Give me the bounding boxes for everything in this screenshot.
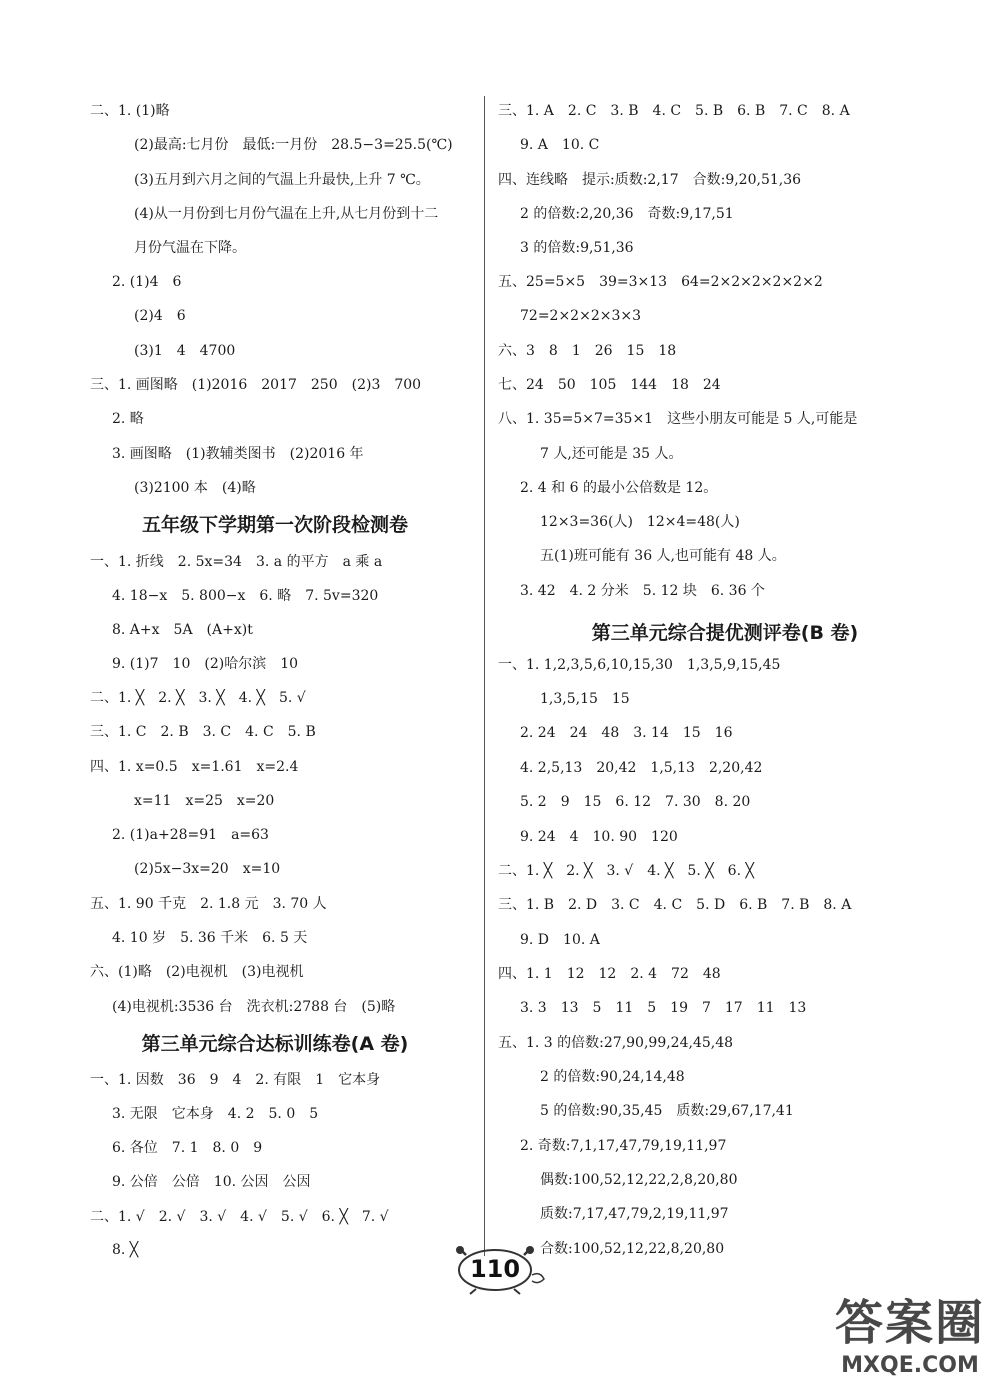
answer-line-18: 四、1. x=0.5 x=1.61 x=2.4	[90, 759, 299, 775]
answer-line-right-10: 7 人,还可能是 35 人。	[540, 446, 683, 462]
page-number: 110	[469, 1255, 521, 1283]
section-heading-0: 五年级下学期第一次阶段检测卷	[141, 514, 408, 536]
answer-line-22: 五、1. 90 千克 2. 1.8 元 3. 70 人	[90, 896, 327, 912]
section-heading-right-0: 第三单元综合提优测评卷(B 卷)	[591, 622, 859, 644]
answer-line-right-24: 四、1. 1 12 12 2. 4 72 48	[498, 966, 721, 982]
answer-line-10: 3. 画图略 (1)教辅类图书 (2)2016 年	[112, 446, 364, 462]
answer-line-right-8: 七、24 50 105 144 18 24	[498, 377, 721, 393]
answer-line-3: (4)从一月份到七月份气温在上升,从七月份到十二	[134, 206, 439, 222]
answer-line-29: 9. 公倍 公倍 10. 公因 公因	[112, 1174, 311, 1190]
answer-line-30: 二、1. √ 2. √ 3. √ 4. √ 5. √ 6. ╳ 7. √	[90, 1209, 389, 1225]
answer-line-right-12: 12×3=36(人) 12×4=48(人)	[540, 514, 740, 530]
answer-line-right-14: 3. 42 4. 2 分米 5. 12 块 6. 36 个	[520, 583, 765, 599]
answer-line-27: 3. 无限 它本身 4. 2 5. 0 5	[112, 1106, 319, 1122]
section-heading-1: 第三单元综合达标训练卷(A 卷)	[141, 1033, 409, 1055]
answer-line-right-3: 2 的倍数:2,20,36 奇数:9,17,51	[520, 206, 734, 222]
answer-line-21: (2)5x−3x=20 x=10	[134, 861, 281, 877]
answer-line-right-7: 六、3 8 1 26 15 18	[498, 343, 677, 359]
answer-line-12: 一、1. 折线 2. 5x=34 3. a 的平方 a 乘 a	[90, 554, 383, 570]
answer-line-right-1: 9. A 10. C	[520, 137, 600, 153]
page-number-badge	[452, 1245, 548, 1295]
answer-line-31: 8. ╳	[112, 1242, 139, 1258]
answer-line-24: 六、(1)略 (2)电视机 (3)电视机	[90, 964, 304, 980]
answer-line-right-2: 四、连线略 提示:质数:2,17 合数:9,20,51,36	[498, 172, 802, 188]
answer-line-4: 月份气温在下降。	[134, 240, 246, 256]
answer-line-14: 8. A+x 5A (A+x)t	[112, 622, 253, 638]
watermark-url: MXQE.COM	[841, 1353, 979, 1378]
watermark-text: 答案圈	[834, 1295, 985, 1351]
answer-line-right-19: 5. 2 9 15 6. 12 7. 30 8. 20	[520, 794, 751, 810]
watermark-logo	[820, 1295, 1000, 1391]
answer-line-right-30: 偶数:100,52,12,22,2,8,20,80	[540, 1172, 738, 1188]
answer-line-right-28: 5 的倍数:90,35,45 质数:29,67,17,41	[540, 1103, 794, 1119]
answer-line-19: x=11 x=25 x=20	[134, 793, 275, 809]
answer-line-13: 4. 18−x 5. 800−x 6. 略 7. 5v=320	[112, 588, 379, 604]
answer-line-right-23: 9. D 10. A	[520, 932, 600, 948]
answer-line-25: (4)电视机:3536 台 洗衣机:2788 台 (5)略	[112, 999, 396, 1015]
answer-line-7: (3)1 4 4700	[134, 343, 236, 359]
answer-line-11: (3)2100 本 (4)略	[134, 480, 256, 496]
answer-line-right-32: 合数:100,52,12,22,8,20,80	[540, 1241, 725, 1257]
answer-line-right-16: 1,3,5,15 15	[540, 691, 630, 707]
answer-line-right-31: 质数:7,17,47,79,2,19,11,97	[540, 1206, 729, 1222]
answer-line-right-0: 三、1. A 2. C 3. B 4. C 5. B 6. B 7. C 8. A	[498, 103, 850, 119]
answer-line-right-18: 4. 2,5,13 20,42 1,5,13 2,20,42	[520, 760, 763, 776]
answer-line-2: (3)五月到六月之间的气温上升最快,上升 7 ℃。	[134, 172, 430, 188]
answer-line-right-27: 2 的倍数:90,24,14,48	[540, 1069, 685, 1085]
answer-line-23: 4. 10 岁 5. 36 千米 6. 5 天	[112, 930, 308, 946]
answer-line-8: 三、1. 画图略 (1)2016 2017 250 (2)3 700	[90, 377, 422, 393]
answer-line-right-25: 3. 3 13 5 11 5 19 7 17 11 13	[520, 1000, 807, 1016]
answer-line-right-13: 五(1)班可能有 36 人,也可能有 48 人。	[540, 548, 786, 564]
answer-line-right-20: 9. 24 4 10. 90 120	[520, 829, 678, 845]
answer-line-5: 2. (1)4 6	[112, 274, 182, 290]
column-divider	[484, 96, 485, 1256]
answer-line-15: 9. (1)7 10 (2)哈尔滨 10	[112, 656, 299, 672]
answer-line-9: 2. 略	[112, 411, 144, 427]
answer-line-16: 二、1. ╳ 2. ╳ 3. ╳ 4. ╳ 5. √	[90, 690, 306, 706]
answer-line-right-17: 2. 24 24 48 3. 14 15 16	[520, 725, 733, 741]
answer-line-right-9: 八、1. 35=5×7=35×1 这些小朋友可能是 5 人,可能是	[498, 411, 858, 427]
answer-line-right-4: 3 的倍数:9,51,36	[520, 240, 634, 256]
answer-line-right-22: 三、1. B 2. D 3. C 4. C 5. D 6. B 7. B 8. A	[498, 897, 852, 913]
answer-line-20: 2. (1)a+28=91 a=63	[112, 827, 269, 843]
answer-line-right-5: 五、25=5×5 39=3×13 64=2×2×2×2×2×2	[498, 274, 823, 290]
answer-line-17: 三、1. C 2. B 3. C 4. C 5. B	[90, 724, 316, 740]
answer-line-right-6: 72=2×2×2×3×3	[520, 308, 642, 324]
answer-line-6: (2)4 6	[134, 308, 186, 324]
answer-line-right-29: 2. 奇数:7,1,17,47,79,19,11,97	[520, 1138, 727, 1154]
answer-line-1: (2)最高:七月份 最低:一月份 28.5−3=25.5(℃)	[134, 137, 453, 153]
answer-line-right-15: 一、1. 1,2,3,5,6,10,15,30 1,3,5,9,15,45	[498, 657, 781, 673]
answer-line-26: 一、1. 因数 36 9 4 2. 有限 1 它本身	[90, 1072, 381, 1088]
answer-line-0: 二、1. (1)略	[90, 103, 170, 119]
answer-line-right-11: 2. 4 和 6 的最小公倍数是 12。	[520, 480, 718, 496]
answer-line-right-21: 二、1. ╳ 2. ╳ 3. √ 4. ╳ 5. ╳ 6. ╳	[498, 863, 754, 879]
answer-line-28: 6. 各位 7. 1 8. 0 9	[112, 1140, 263, 1156]
answer-line-right-26: 五、1. 3 的倍数:27,90,99,24,45,48	[498, 1035, 734, 1051]
